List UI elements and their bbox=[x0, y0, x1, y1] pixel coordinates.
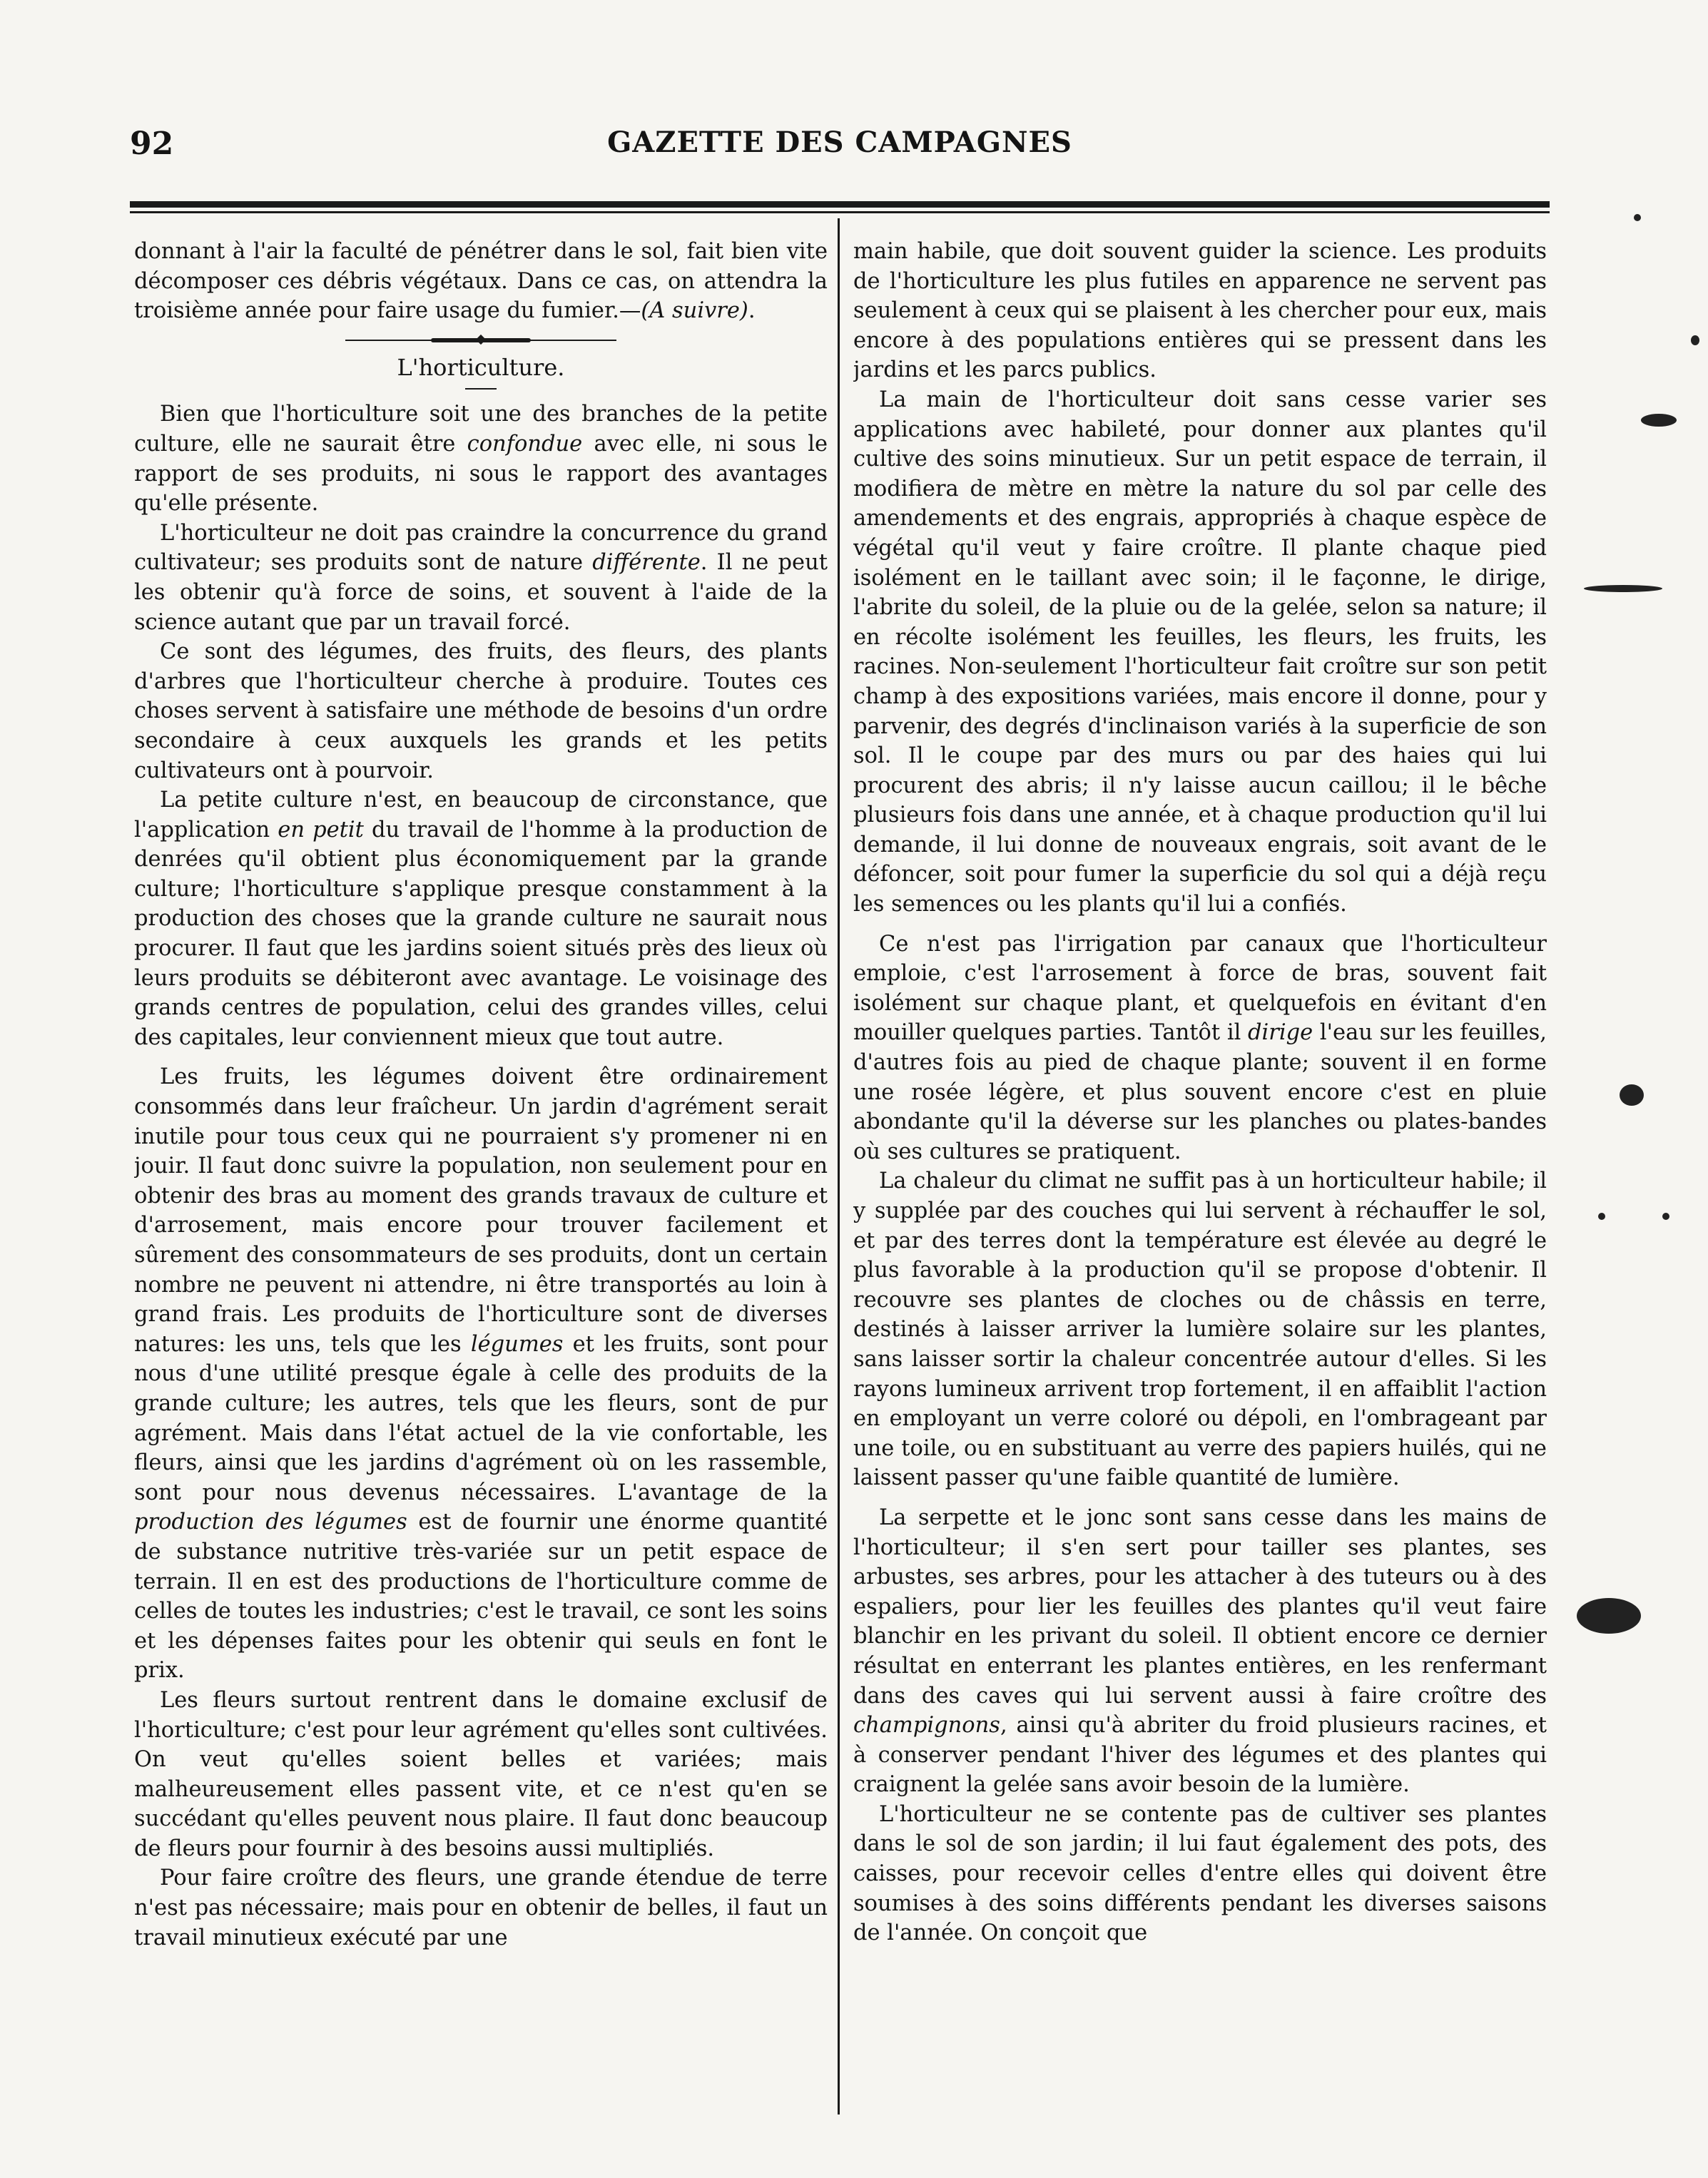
paragraph: Les fruits, les légumes doivent être ordinairement consommés dans leur fraîcheur. Un jardin d'agrément serait inutile pour tous ceux qui ne pourraient s'y promener ni en jouir. Il faut donc suivre la population, non seulement pour en obtenir des bras au moment des grands travaux de culture et d'arrosement, mais encore pour trouver facilement et sûrement des consommateurs de ses produits, dont un certain nombre ne peuvent ni attendre, ni être transportés au loin à grand frais. Les produits de l'horticulture sont de diverses natures: les uns, tels que les légumes et les fruits, sont pour nous d'une utilité presque égale à celle des produits de la grande culture; les autres, tels que les fleurs, sont de pur agrément. Mais dans l'état actuel de la vie confortable, les fleurs, ainsi que les jardins d'agrément où on les rassemble, sont pour nous devenus nécessaires. L'avantage de la production des légumes est de fournir une énorme quantité de substance nutritive très-variée sur un petit espace de terrain. Il en est des productions de l'horticulture comme de celles de toutes les industries; c'est le travail, ce sont les soins et les dépenses faites pour les obtenir qui seuls en font le prix. bbox=[134, 1064, 828, 1684]
paragraph: L'horticulteur ne se contente pas de cultiver ses plantes dans le sol de son jardin; il lui faut également des pots, des caisses, pour recevoir celles d'entre elles qui doivent être soumises à des soins différents pendant les diverses saisons de l'année. On conçoit que bbox=[853, 1801, 1547, 1946]
paragraph: donnant à l'air la faculté de pénétrer dans le sol, fait bien vite décomposer ces débris végétaux. Dans ce cas, on attendra la troisième année pour faire usage du fumier.—(A suivre). bbox=[134, 239, 828, 324]
paragraph: Bien que l'horticulture soit une des branches de la petite culture, elle ne saurait être confondue avec elle, ni sous le rapport de ses produits, ni sous le rapport des avantages qu'elle présente. bbox=[134, 402, 828, 516]
paragraph: La serpette et le jonc sont sans cesse dans les mains de l'horticulteur; il s'en sert pour tailler ses plantes, ses arbustes, ses arbres, pour les attacher à des tuteurs ou à des espaliers, pour lier les feuilles des plantes qu'il veut faire blanchir en les privant du soleil. Il obtient encore ce dernier résultat en enterrant les plantes entières, en les renfermant dans des caves qui lui servent aussi à faire croître des champignons, ainsi qu'à abriter du froid plusieurs racines, et à conserver pendant l'hiver des légumes et des plantes qui craignent la gelée sans avoir besoin de la lumière. bbox=[853, 1505, 1547, 1798]
right-column bbox=[853, 237, 1547, 2120]
scan-speck bbox=[1662, 1213, 1669, 1220]
scan-speck bbox=[1577, 1598, 1641, 1634]
paragraph: L'horticulteur ne doit pas craindre la concurrence du grand cultivateur; ses produits sont de nature différente. Il ne peut les obtenir qu'à force de soins, et souvent à l'aide de la science autant que par un travail forcé. bbox=[134, 520, 828, 635]
paragraph: La petite culture n'est, en beaucoup de circonstance, que l'application en petit du travail de l'homme à la production de denrées qu'il obtient plus économiquement par la grande culture; l'horticulture s'applique presque constamment à la production des choses que la grande culture ne saurait nous procurer. Il faut que les jardins soient situés près des lieux où leurs produits se débiteront avec avantage. Le voisinage des grands centres de population, celui des grandes villes, celui des capitales, leur conviennent mieux que tout autre. bbox=[134, 788, 828, 1050]
page-header bbox=[130, 126, 1550, 168]
scan-speck bbox=[1598, 1213, 1605, 1220]
running-title: GAZETTE DES CAMPAGNES bbox=[607, 126, 1072, 159]
header-rule-thick bbox=[130, 201, 1550, 208]
left-column bbox=[134, 237, 828, 2120]
paragraph: Pour faire croître des fleurs, une grande étendue de terre n'est pas nécessaire; mais pour en obtenir de belles, il faut un travail minutieux exécuté par une bbox=[134, 1866, 828, 1950]
title-rule bbox=[465, 388, 497, 390]
paragraph: La main de l'horticulteur doit sans cesse varier ses applications avec habileté, pour donner aux plantes qu'il cultive des soins minutieux. Sur un petit espace de terrain, il modifiera de mètre en mètre la nature du sol par celle des amendements et des engrais, appropriés à chaque espèce de végétal qu'il veut y faire croître. Il plante chaque pied isolément en le taillant avec soin; il le façonne, le dirige, l'abrite du soleil, de la pluie ou de la gelée, selon sa nature; il en récolte isolément les feuilles, les fleurs, les fruits, les racines. Non-seulement l'horticulteur fait croître sur son petit champ à des expositions variées, mais encore il donne, pour y parvenir, des degrés d'inclinaison variés à la superficie de son sol. Il le coupe par des murs ou par des haies qui lui procurent des abris; il n'y laisse aucun caillou; il le bêche plusieurs fois dans une année, et à chaque production qu'il lui demande, il lui donne de nouveaux engrais, soit avant de le défoncer, soit pour fumer la superficie du sol qui a déjà reçu les semences ou les plants qu'il lui a confiés. bbox=[853, 387, 1547, 917]
paragraph: Ce n'est pas l'irrigation par canaux que l'horticulteur emploie, c'est l'arrosement à force de bras, souvent fait isolément sur chaque plant, et quelquefois en évitant d'en mouiller quelques parties. Tantôt il dirige l'eau sur les feuilles, d'autres fois au pied de chaque plante; souvent il en forme une rosée légère, et plus souvent encore c'est en pluie abondante qu'il la déverse sur les planches ou plates-bandes où ses cultures se pratiquent. bbox=[853, 931, 1547, 1164]
page-number: 92 bbox=[130, 126, 174, 162]
header-rule-thin bbox=[130, 211, 1550, 213]
paragraph: Les fleurs surtout rentrent dans le domaine exclusif de l'horticulture; c'est pour leur agrément qu'elles sont cultivées. On veut qu'elles soient belles et variées; mais malheureusement elles passent vite, et ce n'est qu'en se succédant qu'elles peuvent nous plaire. Il faut donc beaucoup de fleurs pour fournir à des besoins aussi multipliés. bbox=[134, 1687, 828, 1861]
scan-speck bbox=[1634, 214, 1641, 221]
section-title: L'horticulture. bbox=[397, 353, 565, 381]
paragraph: Ce sont des légumes, des fruits, des fleurs, des plants d'arbres que l'horticulteur cherche à produire. Toutes ces choses servent à satisfaire une méthode de besoins d'un ordre secondaire à ceux auxquels les grands et les petits cultivateurs ont à pourvoir. bbox=[134, 639, 828, 783]
scan-speck bbox=[1584, 585, 1662, 592]
paragraph: La chaleur du climat ne suffit pas à un horticulteur habile; il y supplée par des couches qui lui servent à réchauffer le sol, et par des terres dont la température est élevée au degré le plus favorable à la production qu'il se propose d'obtenir. Il recouvre ses plantes de cloches ou de châssis en terre, destinés à laisser arriver la lumière solaire sur les plantes, sans laisser sortir la chaleur concentrée autour d'elles. Si les rayons lumineux arrivent trop fortement, il en affaiblit l'action en employant un verre coloré ou dépoli, en l'ombrageant par une toile, ou en substituant au verre des papiers huilés, qui ne laissent passer qu'une faible quantité de lumière. bbox=[853, 1169, 1547, 1491]
column-divider bbox=[838, 218, 840, 2115]
scan-speck bbox=[1620, 1084, 1644, 1106]
scan-speck bbox=[1691, 335, 1699, 345]
scan-speck bbox=[1641, 414, 1677, 427]
section-ornament bbox=[345, 336, 616, 345]
paragraph: main habile, que doit souvent guider la science. Les produits de l'horticulture les plus futiles en apparence ne servent pas seulement à ceux qui se plaisent à les chercher pour eux, mais encore à des populations entières qui se pressent dans les jardins et les parcs publics. bbox=[853, 239, 1547, 383]
